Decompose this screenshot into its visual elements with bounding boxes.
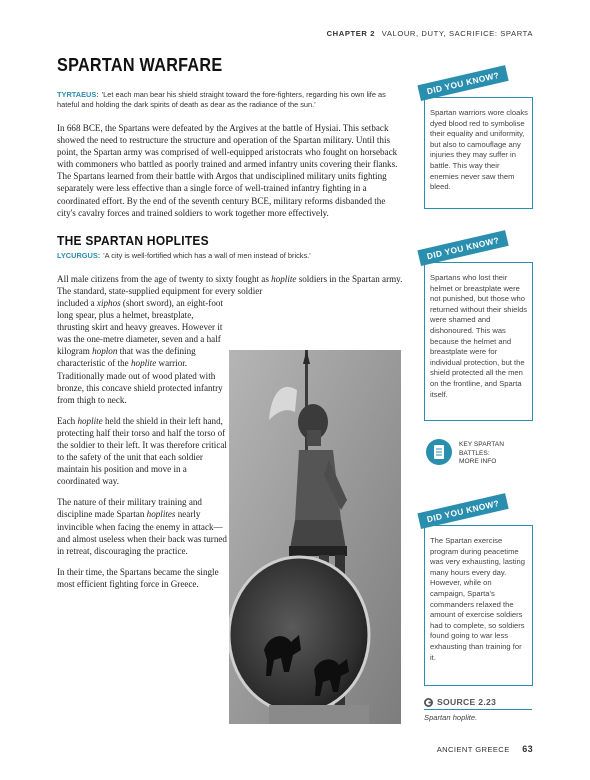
- subsection-title: THE SPARTAN HOPLITES: [57, 232, 209, 248]
- key-battles-link[interactable]: [426, 439, 536, 469]
- chapter-header: [327, 29, 533, 38]
- did-you-know-label: DID YOU KNOW?: [417, 230, 508, 266]
- did-you-know-box-3: [424, 497, 533, 686]
- quote-source: TYRTAEUS:: [57, 90, 99, 99]
- chapter-title: VALOUR, DUTY, SACRIFICE: SPARTA: [381, 29, 533, 38]
- quote-text: 'Let each man bear his shield straight toward the fore-fighters, regarding his own life as hateful and holding the dark spirits of death as dear as the radiance of the sun.': [57, 90, 386, 109]
- source-icon: [424, 698, 433, 707]
- hoplite-paragraph-4: In their time, the Spartans became the single most efficient fighting force in Greece.: [57, 566, 219, 589]
- page-footer: [437, 744, 533, 754]
- tyrtaeus-quote: [57, 90, 403, 110]
- quote-text: 'A city is well-fortified which has a wall of men instead of bricks.': [103, 250, 311, 260]
- page-number: 63: [522, 744, 533, 754]
- lycurgus-quote: [57, 251, 403, 261]
- key-battles-label: KEY SPARTAN BATTLES: MORE INFO: [459, 441, 504, 465]
- book-title: ANCIENT GREECE: [436, 745, 510, 754]
- source-caption: Spartan hoplite.: [424, 713, 478, 722]
- hoplite-paragraph-1b: included a xiphos (short sword), an eight-foot long spear, plus a helmet, breastplate, thrusting skirt and heavy greaves. However it was the one-metre diameter, seven and a half kilogram hoplon that was the defining characteristic of the hoplite warrior. Traditionally made out of wood plated with bronze, this concave shield protected infantry from thigh to neck.: [57, 297, 223, 405]
- hoplite-paragraph-3: The nature of their military training and discipline made Spartan hoplites nearly invincible when facing the enemy in attack—and almost useless when their back was turned in retreat, discouraging the practice.: [57, 497, 227, 556]
- hoplite-paragraph-2: Each hoplite held the shield in their left hand, protecting half their torso and half the torso of the soldier to their left. It was therefore critical to the safety of the unit that each soldier maintain his position and move in a coordinated way.: [57, 415, 227, 487]
- section-title: SPARTAN WARFARE: [57, 55, 223, 75]
- hoplite-photo: [229, 350, 401, 724]
- source-title: SOURCE 2.23: [424, 697, 532, 710]
- hoplite-figure-image: [229, 350, 401, 724]
- did-you-know-text: The Spartan exercise program during peacetime was very exhausting, lasting many hours every day. However, while on campaign, Sparta's commanders relaxed the amount of exercise soldiers had to complete, so soldiers found going to war less exhausting than training for it.: [430, 536, 525, 662]
- did-you-know-text: Spartan warriors wore cloaks dyed blood red to symbolise their equality and uniformity, but also to camouflage any injuries they may suffer in battle. This way their enemies never saw them bleed.: [430, 108, 528, 192]
- hoplite-paragraph-1a: All male citizens from the age of twenty to sixty fought as hoplite soldiers in the Spartan army. The standard, state-supplied equipment for every soldier: [57, 273, 403, 296]
- quote-source: LYCURGUS:: [57, 250, 101, 260]
- chapter-number: CHAPTER 2: [326, 29, 376, 38]
- did-you-know-label: DID YOU KNOW?: [417, 493, 508, 529]
- did-you-know-label: DID YOU KNOW?: [417, 65, 508, 101]
- document-icon: [426, 439, 452, 465]
- did-you-know-box-2: [424, 234, 533, 421]
- did-you-know-text: Spartans who lost their helmet or breastplate were not punished, but those who returned without their shields were shamed and dishonoured. This was because the helmet and breastplate were for individual protection, but the shield protected all the men on the frontline, and Sparta itself.: [430, 273, 528, 399]
- warfare-paragraph: In 668 BCE, the Spartans were defeated by the Argives at the battle of Hysiai. This setback showed the need to restructure the structure and operation of the Spartan military. Until this point, the Spartan army was comprised of well-equipped aristocrats who fought on horseback with commoners who battled as poorly trained and armed infantry units covering their flanks. The Spartans learned from their battle with Argos that undisciplined military units fighting separately were less effective than a single force of well-trained infantry fighting in a coordinated effort. By the end of the seventh century BCE, military reforms disbanded the city's cavalry forces and trained soldiers to work together more effectively.: [57, 123, 398, 218]
- did-you-know-box-1: [424, 69, 533, 209]
- source-block: [424, 697, 532, 722]
